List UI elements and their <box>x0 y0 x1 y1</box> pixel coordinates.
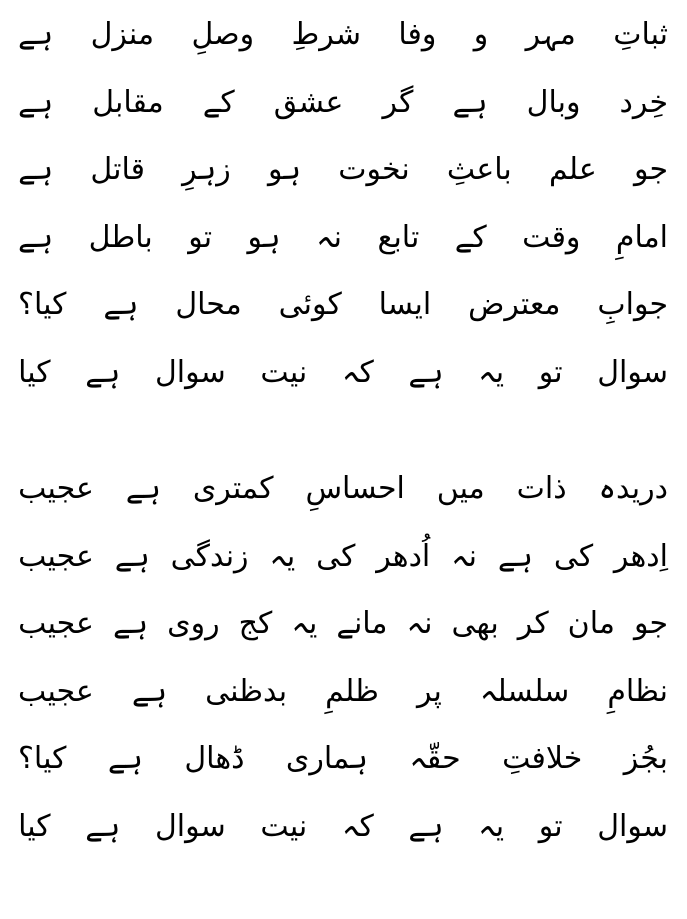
verse-word: ہے <box>85 354 121 390</box>
verse-word: ہے <box>85 808 121 844</box>
verse-word: ہے <box>18 84 54 120</box>
verse-word: بدظنی <box>205 673 288 709</box>
verse-word: ہے <box>114 538 150 574</box>
verse-word: ہے <box>112 606 149 641</box>
verse-word: خِرد <box>619 84 668 120</box>
verse-word: تابع <box>377 219 420 255</box>
verse-line <box>18 603 668 645</box>
verse-line <box>18 217 668 259</box>
verse-word: مہر <box>525 17 576 52</box>
verse-word: حقّہ <box>409 741 461 776</box>
verse-word: ہے <box>131 673 168 709</box>
verse-line <box>18 671 668 713</box>
verse-word: کیا؟ <box>18 287 67 322</box>
verse-line <box>18 806 668 848</box>
verse-word: خلافتِ <box>502 741 583 776</box>
verse-word: سوال <box>597 808 668 844</box>
verse-word: ہے <box>497 538 533 574</box>
verse-word: باطل <box>88 219 153 255</box>
verse-word: روی <box>167 606 220 641</box>
verse-word: ذات <box>516 471 567 506</box>
verse-word: عجیب <box>18 606 94 641</box>
verse-word: تو <box>188 219 213 255</box>
verse-word: سوال <box>154 808 226 844</box>
verse-word: کی <box>553 538 594 574</box>
verse-word: نہ <box>316 219 343 255</box>
verse-word: کی <box>316 538 356 574</box>
verse-word: نہ <box>451 538 478 574</box>
verse-word: مانے <box>336 606 388 641</box>
verse-word: اُدھر <box>376 538 431 574</box>
verse-word: یہ <box>478 354 505 390</box>
verse-word: دریدہ <box>598 471 668 506</box>
verse-line <box>18 536 668 578</box>
verse-word: کر <box>517 606 549 641</box>
verse-word: تو <box>538 808 563 844</box>
verse-word: عشق <box>273 84 344 120</box>
verse-word: پر <box>416 673 442 709</box>
verse-word: کج <box>238 606 273 641</box>
verse-word: عجیب <box>18 538 94 574</box>
verse-word: بھی <box>451 606 499 641</box>
verse-word: امامِ <box>615 219 668 255</box>
verse-word: یہ <box>291 606 318 641</box>
verse-word: یہ <box>478 808 505 844</box>
verse-word: زہرِ <box>182 152 231 187</box>
verse-word: منزل <box>90 17 155 52</box>
verse-word: ہے <box>103 287 139 322</box>
verse-word: گر <box>382 84 414 120</box>
verse-line <box>18 82 668 124</box>
verse-word: نخوت <box>338 152 410 187</box>
verse-word: ہے <box>18 219 54 255</box>
verse-word: ہے <box>408 808 444 844</box>
verse-word: کیا؟ <box>18 741 67 776</box>
verse-word: ہے <box>452 84 488 120</box>
verse-word: کیا <box>18 354 51 390</box>
verse-word: بجُز <box>623 741 668 776</box>
verse-word: ہے <box>18 17 54 52</box>
verse-word: ہے <box>18 152 54 187</box>
verse-word: مان <box>567 606 615 641</box>
verse-word: نظامِ <box>607 673 668 709</box>
verse-word: کہ <box>341 354 374 390</box>
verse-line <box>18 284 668 326</box>
verse-word: علم <box>548 152 597 187</box>
verse-word: عجیب <box>18 471 94 506</box>
verse-word: یہ <box>269 538 296 574</box>
verse-line <box>18 149 668 191</box>
verse-word: ہے <box>107 741 143 776</box>
verse-word: قاتل <box>90 152 145 187</box>
verse-word: کے <box>454 219 487 255</box>
verse-word: اِدھر <box>613 538 668 574</box>
verse-word: نیت <box>260 808 308 844</box>
verse-word: جو <box>633 152 668 187</box>
verse-word: ہو <box>247 219 281 255</box>
verse-word: نیت <box>260 354 308 390</box>
verse-word: مقابل <box>92 84 164 120</box>
verse-word: محال <box>175 287 242 322</box>
verse-word: تو <box>538 354 563 390</box>
verse-word: معترض <box>468 287 561 322</box>
verse-word: وفا <box>398 17 437 52</box>
verse-word: سوال <box>597 354 668 390</box>
verse-word: شرطِ <box>291 17 361 52</box>
verse-word: ڈھال <box>184 741 245 776</box>
verse-word: کمتری <box>192 471 274 506</box>
verse-word: کیا <box>18 808 51 844</box>
verse-word: و <box>473 17 489 52</box>
verse-word: کہ <box>341 808 374 844</box>
verse-word: وقت <box>522 219 581 255</box>
verse-word: ہے <box>125 471 161 506</box>
verse-line <box>18 14 668 56</box>
verse-word: ہے <box>408 354 444 390</box>
verse-line <box>18 352 668 394</box>
verse-word: زندگی <box>170 538 249 574</box>
verse-line <box>18 468 668 510</box>
verse-word: ظلمِ <box>325 673 379 709</box>
verse-word: وبال <box>526 84 581 120</box>
verse-word: ایسا <box>378 287 432 322</box>
verse-word: وصلِ <box>191 17 255 52</box>
verse-word: میں <box>436 471 485 506</box>
verse-word: نہ <box>406 606 433 641</box>
verse-word: ہو <box>267 152 302 187</box>
verse-line <box>18 738 668 780</box>
verse-word: احساسِ <box>305 471 405 506</box>
verse-word: عجیب <box>18 673 94 709</box>
verse-word: جو <box>633 606 668 641</box>
stanza-2 <box>18 468 668 873</box>
verse-word: کے <box>202 84 235 120</box>
verse-word: باعثِ <box>446 152 512 187</box>
verse-word: کوئی <box>278 287 342 322</box>
verse-word: جوابِ <box>597 287 668 322</box>
verse-word: سوال <box>154 354 226 390</box>
stanza-1 <box>18 14 668 419</box>
verse-word: ہماری <box>285 741 368 776</box>
verse-word: سلسلہ <box>479 673 570 709</box>
verse-word: ثباتِ <box>613 17 668 52</box>
